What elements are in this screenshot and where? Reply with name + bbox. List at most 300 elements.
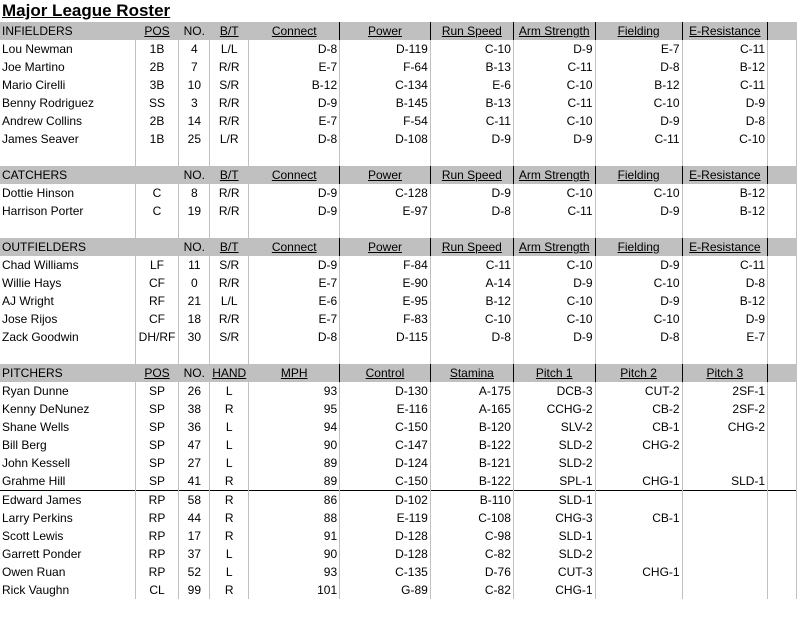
empty-cell[interactable] <box>768 148 797 166</box>
stat-cell[interactable]: R <box>210 581 249 599</box>
stat-cell[interactable]: R/R <box>210 184 249 202</box>
stat-cell[interactable]: D-9 <box>513 274 595 292</box>
stat-cell[interactable]: SP <box>135 472 179 491</box>
player-name-cell[interactable]: Grahme Hill <box>0 472 135 491</box>
stat-cell[interactable]: 0 <box>179 274 210 292</box>
stat-cell[interactable]: CHG-1 <box>595 472 682 491</box>
stat-cell[interactable]: R <box>210 509 249 527</box>
stat-cell[interactable]: L <box>210 545 249 563</box>
stat-cell[interactable]: 30 <box>179 328 210 346</box>
empty-cell[interactable] <box>768 454 797 472</box>
stat-cell[interactable]: SP <box>135 382 179 400</box>
empty-cell[interactable] <box>768 545 797 563</box>
stat-cell[interactable]: C-11 <box>430 256 513 274</box>
stat-cell[interactable]: C-10 <box>430 310 513 328</box>
stat-cell[interactable]: S/R <box>210 76 249 94</box>
stat-cell[interactable]: D-102 <box>340 491 431 510</box>
stat-cell[interactable]: 91 <box>249 527 340 545</box>
empty-cell[interactable] <box>210 346 249 364</box>
column-header[interactable]: Arm Strength <box>513 22 595 40</box>
stat-cell[interactable]: L <box>210 382 249 400</box>
column-header[interactable]: Pitch 3 <box>682 364 768 382</box>
stat-cell[interactable]: 58 <box>179 491 210 510</box>
stat-cell[interactable]: 2B <box>135 58 179 76</box>
stat-cell[interactable]: C-11 <box>682 40 768 58</box>
stat-cell[interactable]: E-90 <box>340 274 431 292</box>
empty-cell[interactable] <box>768 310 797 328</box>
empty-cell[interactable] <box>595 346 682 364</box>
section-title[interactable]: PITCHERS <box>0 364 135 382</box>
stat-cell[interactable]: CHG-2 <box>595 436 682 454</box>
column-header[interactable]: Power <box>340 22 431 40</box>
stat-cell[interactable]: C-98 <box>430 527 513 545</box>
stat-cell[interactable]: RP <box>135 509 179 527</box>
stat-cell[interactable]: B-145 <box>340 94 431 112</box>
stat-cell[interactable]: D-9 <box>595 112 682 130</box>
player-name-cell[interactable]: Rick Vaughn <box>0 581 135 599</box>
stat-cell[interactable]: L <box>210 563 249 581</box>
stat-cell[interactable] <box>595 491 682 510</box>
column-header[interactable]: Arm Strength <box>513 166 595 184</box>
stat-cell[interactable]: D-8 <box>430 202 513 220</box>
stat-cell[interactable]: B-120 <box>430 418 513 436</box>
stat-cell[interactable]: E-97 <box>340 202 431 220</box>
stat-cell[interactable]: SP <box>135 400 179 418</box>
section-title[interactable]: CATCHERS <box>0 166 135 184</box>
empty-cell[interactable] <box>768 364 797 382</box>
stat-cell[interactable]: D-9 <box>249 94 340 112</box>
stat-cell[interactable]: D-9 <box>249 256 340 274</box>
stat-cell[interactable]: C-150 <box>340 472 431 491</box>
stat-cell[interactable]: D-8 <box>249 40 340 58</box>
stat-cell[interactable] <box>682 527 768 545</box>
stat-cell[interactable]: 89 <box>249 472 340 491</box>
empty-cell[interactable] <box>340 346 431 364</box>
empty-cell[interactable] <box>430 346 513 364</box>
player-name-cell[interactable]: AJ Wright <box>0 292 135 310</box>
stat-cell[interactable]: C-10 <box>595 310 682 328</box>
stat-cell[interactable] <box>682 436 768 454</box>
empty-cell[interactable] <box>0 148 135 166</box>
stat-cell[interactable]: C-11 <box>682 76 768 94</box>
stat-cell[interactable]: F-84 <box>340 256 431 274</box>
empty-cell[interactable] <box>682 346 768 364</box>
stat-cell[interactable]: 47 <box>179 436 210 454</box>
player-name-cell[interactable]: Bill Berg <box>0 436 135 454</box>
column-header[interactable]: NO. <box>179 22 210 40</box>
stat-cell[interactable]: B-12 <box>682 202 768 220</box>
stat-cell[interactable]: 90 <box>249 436 340 454</box>
stat-cell[interactable]: D-9 <box>595 292 682 310</box>
stat-cell[interactable]: F-54 <box>340 112 431 130</box>
stat-cell[interactable]: E-7 <box>249 112 340 130</box>
empty-cell[interactable] <box>340 220 431 238</box>
stat-cell[interactable] <box>682 581 768 599</box>
column-header[interactable]: B/T <box>210 166 249 184</box>
stat-cell[interactable]: SPL-1 <box>513 472 595 491</box>
stat-cell[interactable]: 89 <box>249 454 340 472</box>
player-name-cell[interactable]: Shane Wells <box>0 418 135 436</box>
stat-cell[interactable]: 93 <box>249 563 340 581</box>
stat-cell[interactable]: F-64 <box>340 58 431 76</box>
column-header[interactable]: Arm Strength <box>513 238 595 256</box>
stat-cell[interactable] <box>682 454 768 472</box>
stat-cell[interactable]: 27 <box>179 454 210 472</box>
stat-cell[interactable]: E-7 <box>682 328 768 346</box>
stat-cell[interactable]: R/R <box>210 112 249 130</box>
column-header[interactable]: Fielding <box>595 166 682 184</box>
stat-cell[interactable]: A-165 <box>430 400 513 418</box>
empty-cell[interactable] <box>768 382 797 400</box>
player-name-cell[interactable]: Edward James <box>0 491 135 510</box>
player-name-cell[interactable]: John Kessell <box>0 454 135 472</box>
stat-cell[interactable]: C-10 <box>595 94 682 112</box>
column-header[interactable]: Power <box>340 238 431 256</box>
stat-cell[interactable] <box>595 545 682 563</box>
stat-cell[interactable]: 37 <box>179 545 210 563</box>
stat-cell[interactable]: D-128 <box>340 527 431 545</box>
stat-cell[interactable]: D-115 <box>340 328 431 346</box>
player-name-cell[interactable]: Larry Perkins <box>0 509 135 527</box>
stat-cell[interactable]: C-10 <box>513 76 595 94</box>
stat-cell[interactable]: D-76 <box>430 563 513 581</box>
stat-cell[interactable]: D-9 <box>430 130 513 148</box>
stat-cell[interactable]: S/R <box>210 328 249 346</box>
empty-cell[interactable] <box>513 148 595 166</box>
stat-cell[interactable]: C-11 <box>513 58 595 76</box>
column-header[interactable]: Pitch 2 <box>595 364 682 382</box>
stat-cell[interactable]: 4 <box>179 40 210 58</box>
empty-cell[interactable] <box>768 509 797 527</box>
stat-cell[interactable]: D-9 <box>682 94 768 112</box>
stat-cell[interactable]: D-9 <box>682 310 768 328</box>
player-name-cell[interactable]: Andrew Collins <box>0 112 135 130</box>
stat-cell[interactable]: C-11 <box>430 112 513 130</box>
stat-cell[interactable]: C-10 <box>682 130 768 148</box>
stat-cell[interactable]: C-11 <box>513 94 595 112</box>
stat-cell[interactable]: D-9 <box>249 202 340 220</box>
stat-cell[interactable]: 36 <box>179 418 210 436</box>
stat-cell[interactable]: E-6 <box>249 292 340 310</box>
stat-cell[interactable]: C-82 <box>430 581 513 599</box>
stat-cell[interactable]: 1B <box>135 130 179 148</box>
stat-cell[interactable]: D-9 <box>249 184 340 202</box>
stat-cell[interactable]: B-122 <box>430 436 513 454</box>
stat-cell[interactable]: C-11 <box>595 130 682 148</box>
stat-cell[interactable]: C-10 <box>513 310 595 328</box>
player-name-cell[interactable]: Kenny DeNunez <box>0 400 135 418</box>
stat-cell[interactable]: B-12 <box>595 76 682 94</box>
player-name-cell[interactable]: Dottie Hinson <box>0 184 135 202</box>
stat-cell[interactable]: DCB-3 <box>513 382 595 400</box>
stat-cell[interactable]: D-9 <box>513 130 595 148</box>
stat-cell[interactable]: 18 <box>179 310 210 328</box>
empty-cell[interactable] <box>682 148 768 166</box>
empty-cell[interactable] <box>768 40 797 58</box>
stat-cell[interactable] <box>595 581 682 599</box>
empty-cell[interactable] <box>210 148 249 166</box>
stat-cell[interactable]: C-82 <box>430 545 513 563</box>
empty-cell[interactable] <box>768 274 797 292</box>
column-header[interactable]: HAND <box>210 364 249 382</box>
stat-cell[interactable]: B-12 <box>682 184 768 202</box>
stat-cell[interactable]: C-10 <box>513 256 595 274</box>
empty-cell[interactable] <box>768 563 797 581</box>
stat-cell[interactable]: RF <box>135 292 179 310</box>
empty-cell[interactable] <box>768 346 797 364</box>
stat-cell[interactable]: 17 <box>179 527 210 545</box>
empty-cell[interactable] <box>513 220 595 238</box>
empty-cell[interactable] <box>768 256 797 274</box>
stat-cell[interactable]: B-12 <box>682 58 768 76</box>
stat-cell[interactable]: 52 <box>179 563 210 581</box>
stat-cell[interactable] <box>682 563 768 581</box>
empty-cell[interactable] <box>768 94 797 112</box>
stat-cell[interactable]: D-8 <box>249 130 340 148</box>
player-name-cell[interactable]: Joe Martino <box>0 58 135 76</box>
column-header[interactable]: Control <box>340 364 431 382</box>
stat-cell[interactable]: C-10 <box>513 292 595 310</box>
empty-cell[interactable] <box>249 346 340 364</box>
stat-cell[interactable]: L/R <box>210 130 249 148</box>
stat-cell[interactable]: R <box>210 527 249 545</box>
empty-cell[interactable] <box>768 22 797 40</box>
empty-cell[interactable] <box>768 184 797 202</box>
stat-cell[interactable]: CHG-3 <box>513 509 595 527</box>
stat-cell[interactable]: 101 <box>249 581 340 599</box>
empty-cell[interactable] <box>210 220 249 238</box>
player-name-cell[interactable]: Mario Cirelli <box>0 76 135 94</box>
stat-cell[interactable]: B-12 <box>682 292 768 310</box>
stat-cell[interactable]: R <box>210 472 249 491</box>
stat-cell[interactable]: 94 <box>249 418 340 436</box>
stat-cell[interactable]: SLD-2 <box>513 545 595 563</box>
stat-cell[interactable]: E-6 <box>430 76 513 94</box>
stat-cell[interactable]: 14 <box>179 112 210 130</box>
column-header[interactable] <box>135 166 179 184</box>
column-header[interactable]: POS <box>135 364 179 382</box>
stat-cell[interactable]: 86 <box>249 491 340 510</box>
stat-cell[interactable]: D-8 <box>595 58 682 76</box>
empty-cell[interactable] <box>179 148 210 166</box>
stat-cell[interactable]: SLD-2 <box>513 454 595 472</box>
stat-cell[interactable] <box>595 527 682 545</box>
stat-cell[interactable] <box>595 454 682 472</box>
stat-cell[interactable]: B-13 <box>430 94 513 112</box>
column-header[interactable]: E-Resistance <box>682 22 768 40</box>
player-name-cell[interactable]: Lou Newman <box>0 40 135 58</box>
stat-cell[interactable]: D-8 <box>249 328 340 346</box>
stat-cell[interactable]: 38 <box>179 400 210 418</box>
stat-cell[interactable]: SLD-1 <box>513 527 595 545</box>
column-header[interactable]: Stamina <box>430 364 513 382</box>
stat-cell[interactable]: 26 <box>179 382 210 400</box>
stat-cell[interactable]: SP <box>135 418 179 436</box>
stat-cell[interactable]: 99 <box>179 581 210 599</box>
empty-cell[interactable] <box>595 220 682 238</box>
empty-cell[interactable] <box>768 418 797 436</box>
empty-cell[interactable] <box>682 220 768 238</box>
stat-cell[interactable]: RP <box>135 563 179 581</box>
column-header[interactable]: Connect <box>249 22 340 40</box>
stat-cell[interactable]: 8 <box>179 184 210 202</box>
stat-cell[interactable]: D-124 <box>340 454 431 472</box>
empty-cell[interactable] <box>179 346 210 364</box>
stat-cell[interactable]: CB-1 <box>595 418 682 436</box>
stat-cell[interactable]: 2SF-1 <box>682 382 768 400</box>
stat-cell[interactable]: R/R <box>210 202 249 220</box>
stat-cell[interactable]: L <box>210 418 249 436</box>
stat-cell[interactable]: L <box>210 454 249 472</box>
stat-cell[interactable]: CB-1 <box>595 509 682 527</box>
stat-cell[interactable]: D-9 <box>513 40 595 58</box>
stat-cell[interactable]: G-89 <box>340 581 431 599</box>
stat-cell[interactable]: SLD-2 <box>513 436 595 454</box>
empty-cell[interactable] <box>768 220 797 238</box>
stat-cell[interactable]: 10 <box>179 76 210 94</box>
stat-cell[interactable]: B-122 <box>430 472 513 491</box>
empty-cell[interactable] <box>0 220 135 238</box>
stat-cell[interactable]: A-175 <box>430 382 513 400</box>
stat-cell[interactable]: SLD-1 <box>513 491 595 510</box>
stat-cell[interactable]: E-7 <box>249 58 340 76</box>
empty-cell[interactable] <box>768 400 797 418</box>
empty-cell[interactable] <box>179 220 210 238</box>
column-header[interactable]: B/T <box>210 22 249 40</box>
stat-cell[interactable]: CUT-3 <box>513 563 595 581</box>
stat-cell[interactable]: SLV-2 <box>513 418 595 436</box>
stat-cell[interactable] <box>682 545 768 563</box>
empty-cell[interactable] <box>430 220 513 238</box>
player-name-cell[interactable]: Benny Rodriguez <box>0 94 135 112</box>
column-header[interactable] <box>135 238 179 256</box>
stat-cell[interactable]: CB-2 <box>595 400 682 418</box>
stat-cell[interactable]: B-12 <box>249 76 340 94</box>
stat-cell[interactable]: C-150 <box>340 418 431 436</box>
stat-cell[interactable]: E-95 <box>340 292 431 310</box>
stat-cell[interactable]: D-8 <box>682 274 768 292</box>
stat-cell[interactable]: D-8 <box>682 112 768 130</box>
stat-cell[interactable]: 21 <box>179 292 210 310</box>
stat-cell[interactable]: C-10 <box>595 274 682 292</box>
stat-cell[interactable]: CHG-1 <box>513 581 595 599</box>
stat-cell[interactable]: C-147 <box>340 436 431 454</box>
empty-cell[interactable] <box>249 148 340 166</box>
empty-cell[interactable] <box>249 220 340 238</box>
stat-cell[interactable]: 3B <box>135 76 179 94</box>
stat-cell[interactable]: 2SF-2 <box>682 400 768 418</box>
column-header[interactable]: POS <box>135 22 179 40</box>
stat-cell[interactable]: C-10 <box>430 40 513 58</box>
column-header[interactable]: Fielding <box>595 22 682 40</box>
column-header[interactable]: Connect <box>249 166 340 184</box>
stat-cell[interactable]: B-13 <box>430 58 513 76</box>
stat-cell[interactable]: A-14 <box>430 274 513 292</box>
stat-cell[interactable]: 93 <box>249 382 340 400</box>
stat-cell[interactable]: C-128 <box>340 184 431 202</box>
stat-cell[interactable] <box>682 491 768 510</box>
empty-cell[interactable] <box>135 220 179 238</box>
stat-cell[interactable]: D-9 <box>595 202 682 220</box>
column-header[interactable]: NO. <box>179 166 210 184</box>
column-header[interactable]: Connect <box>249 238 340 256</box>
stat-cell[interactable]: SLD-1 <box>682 472 768 491</box>
stat-cell[interactable]: B-12 <box>430 292 513 310</box>
stat-cell[interactable]: CHG-1 <box>595 563 682 581</box>
stat-cell[interactable]: 11 <box>179 256 210 274</box>
player-name-cell[interactable]: Scott Lewis <box>0 527 135 545</box>
column-header[interactable]: E-Resistance <box>682 166 768 184</box>
stat-cell[interactable]: C-134 <box>340 76 431 94</box>
player-name-cell[interactable]: Jose Rijos <box>0 310 135 328</box>
player-name-cell[interactable]: James Seaver <box>0 130 135 148</box>
stat-cell[interactable]: CUT-2 <box>595 382 682 400</box>
empty-cell[interactable] <box>135 346 179 364</box>
player-name-cell[interactable]: Ryan Dunne <box>0 382 135 400</box>
empty-cell[interactable] <box>768 328 797 346</box>
stat-cell[interactable]: F-83 <box>340 310 431 328</box>
column-header[interactable]: Run Speed <box>430 22 513 40</box>
player-name-cell[interactable]: Harrison Porter <box>0 202 135 220</box>
stat-cell[interactable]: D-108 <box>340 130 431 148</box>
stat-cell[interactable]: CL <box>135 581 179 599</box>
empty-cell[interactable] <box>0 346 135 364</box>
column-header[interactable]: B/T <box>210 238 249 256</box>
stat-cell[interactable]: D-9 <box>430 184 513 202</box>
column-header[interactable]: E-Resistance <box>682 238 768 256</box>
stat-cell[interactable]: E-7 <box>595 40 682 58</box>
stat-cell[interactable]: R <box>210 400 249 418</box>
empty-cell[interactable] <box>768 527 797 545</box>
empty-cell[interactable] <box>768 202 797 220</box>
stat-cell[interactable]: DH/RF <box>135 328 179 346</box>
stat-cell[interactable]: C-10 <box>513 112 595 130</box>
stat-cell[interactable]: E-119 <box>340 509 431 527</box>
empty-cell[interactable] <box>768 130 797 148</box>
stat-cell[interactable]: 41 <box>179 472 210 491</box>
stat-cell[interactable]: CHG-2 <box>682 418 768 436</box>
stat-cell[interactable]: SP <box>135 454 179 472</box>
column-header[interactable]: Pitch 1 <box>513 364 595 382</box>
player-name-cell[interactable]: Owen Ruan <box>0 563 135 581</box>
stat-cell[interactable]: C-10 <box>513 184 595 202</box>
stat-cell[interactable]: E-116 <box>340 400 431 418</box>
empty-cell[interactable] <box>768 472 797 491</box>
stat-cell[interactable]: E-7 <box>249 274 340 292</box>
stat-cell[interactable]: C-10 <box>595 184 682 202</box>
stat-cell[interactable] <box>682 509 768 527</box>
column-header[interactable]: Run Speed <box>430 238 513 256</box>
stat-cell[interactable]: CF <box>135 274 179 292</box>
stat-cell[interactable]: L/L <box>210 292 249 310</box>
stat-cell[interactable]: E-7 <box>249 310 340 328</box>
column-header[interactable]: Run Speed <box>430 166 513 184</box>
stat-cell[interactable]: B-121 <box>430 454 513 472</box>
stat-cell[interactable]: C-108 <box>430 509 513 527</box>
stat-cell[interactable]: CF <box>135 310 179 328</box>
empty-cell[interactable] <box>430 148 513 166</box>
stat-cell[interactable]: 19 <box>179 202 210 220</box>
stat-cell[interactable]: CCHG-2 <box>513 400 595 418</box>
stat-cell[interactable]: C-135 <box>340 563 431 581</box>
stat-cell[interactable]: LF <box>135 256 179 274</box>
stat-cell[interactable]: L <box>210 436 249 454</box>
player-name-cell[interactable]: Garrett Ponder <box>0 545 135 563</box>
stat-cell[interactable]: L/L <box>210 40 249 58</box>
stat-cell[interactable]: 88 <box>249 509 340 527</box>
stat-cell[interactable]: RP <box>135 545 179 563</box>
stat-cell[interactable]: C-11 <box>682 256 768 274</box>
